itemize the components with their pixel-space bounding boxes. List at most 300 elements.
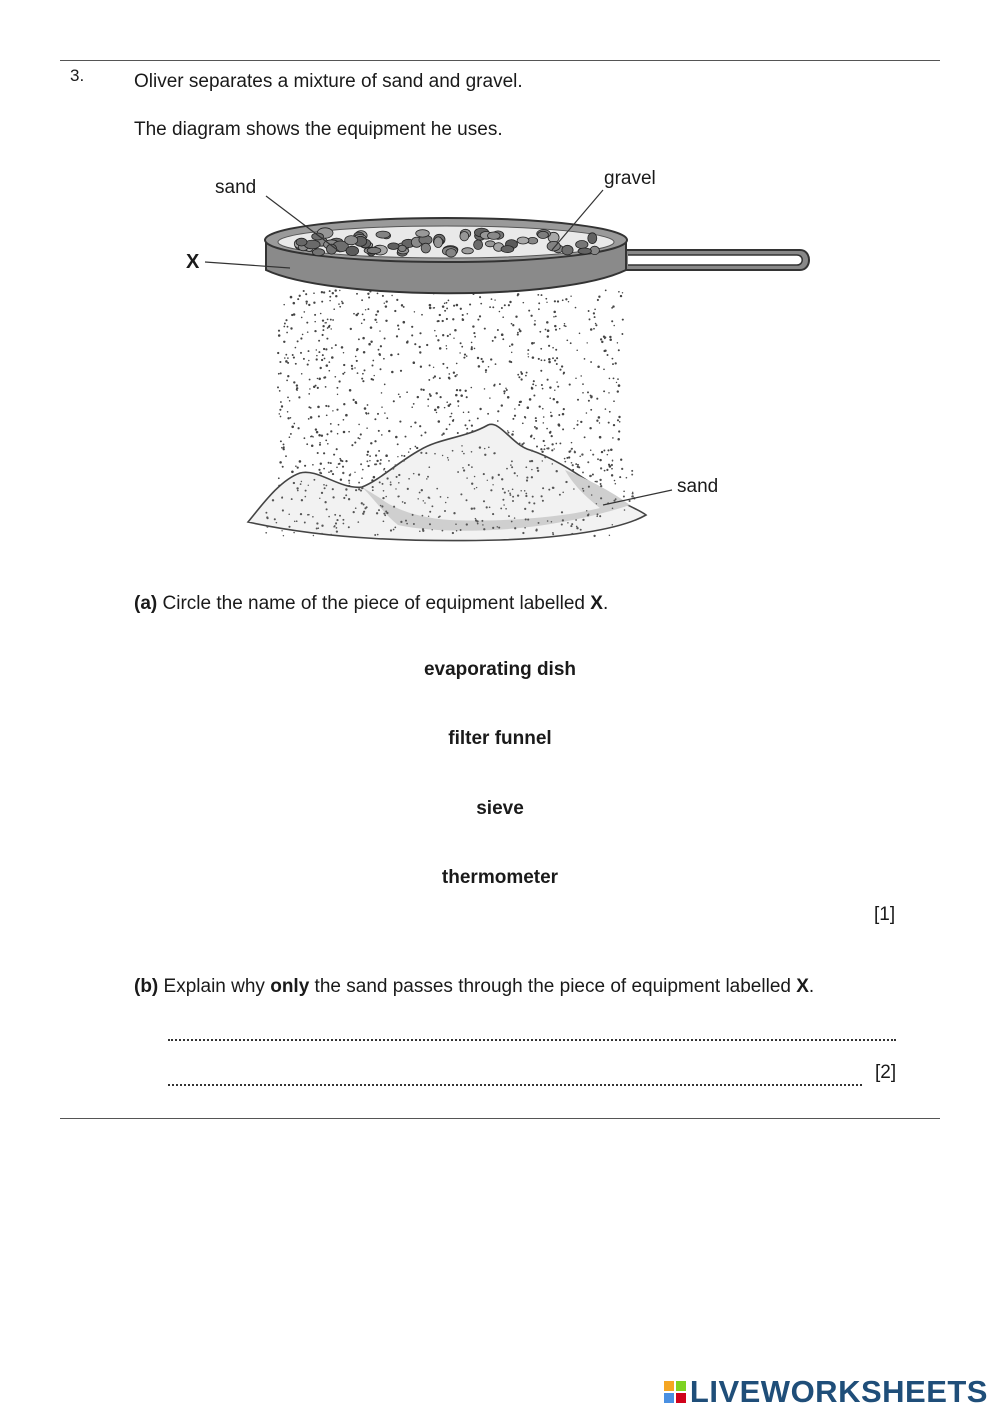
sand-grain [607, 354, 609, 356]
sand-grain [452, 450, 454, 452]
sand-grain [604, 470, 606, 472]
sand-grain [439, 314, 441, 316]
sand-grain [398, 482, 400, 484]
sand-grain [608, 392, 609, 393]
sand-grain [439, 396, 441, 398]
sand-grain [559, 328, 560, 329]
sand-grain [420, 366, 422, 368]
sand-grain [536, 528, 538, 530]
sand-grain [302, 334, 304, 336]
sand-grain [368, 343, 371, 346]
sand-grain [497, 420, 499, 422]
sand-grain [318, 469, 320, 471]
sand-grain [436, 412, 437, 413]
sand-grain [332, 319, 334, 321]
sand-grain [471, 451, 473, 453]
sand-grain [501, 307, 503, 309]
sand-grain [295, 363, 297, 365]
sand-grain [330, 328, 331, 329]
sand-grain [536, 446, 538, 448]
sand-grain [613, 400, 615, 402]
sand-grain [452, 318, 454, 320]
sand-grain [349, 389, 352, 392]
sand-grain [563, 373, 565, 375]
sand-grain [541, 359, 543, 361]
sand-grain [631, 474, 633, 476]
sand-grain [350, 328, 352, 330]
sand-grain [342, 373, 344, 375]
sand-grain [431, 505, 433, 507]
sand-grain [543, 422, 545, 424]
sand-grain [542, 408, 544, 410]
sand-grain [545, 298, 547, 300]
sand-grain [398, 328, 400, 330]
sand-grain [508, 304, 510, 306]
sand-grain [622, 292, 623, 293]
sand-grain [336, 527, 338, 529]
sand-grain [457, 400, 459, 402]
sand-grain [328, 361, 330, 363]
answer-line-2[interactable] [168, 1084, 862, 1086]
sand-grain [330, 462, 332, 464]
sand-grain [525, 518, 527, 520]
sand-grain [525, 493, 527, 495]
gravel-stone [416, 230, 430, 237]
gravel-stone [296, 238, 307, 246]
sand-grain [567, 522, 568, 523]
sand-grain [474, 336, 476, 338]
sand-grain [621, 333, 623, 335]
sand-grain [337, 394, 338, 395]
sand-grain [522, 532, 524, 534]
sand-grain [323, 291, 325, 293]
sand-grain [401, 455, 403, 457]
sand-grain [551, 443, 553, 445]
sand-grain [354, 442, 356, 444]
sand-grain [549, 431, 551, 433]
sand-grain [589, 475, 591, 477]
sand-grain [629, 500, 631, 502]
sand-grain [345, 460, 347, 462]
sand-grain [377, 413, 379, 415]
sand-grain [445, 502, 447, 504]
sand-grain [265, 532, 267, 534]
sand-grain [448, 373, 450, 375]
sand-grain [537, 294, 539, 296]
sand-grain [524, 527, 526, 529]
sand-grain [429, 307, 432, 310]
sand-grain [562, 299, 564, 301]
sand-grain [590, 396, 592, 398]
sand-grain [531, 469, 532, 470]
sand-grain [612, 508, 614, 510]
sand-grain [300, 513, 302, 515]
sand-grain [342, 519, 344, 521]
sand-grain [531, 450, 533, 452]
sand-grain [506, 468, 508, 470]
sand-grain [497, 526, 498, 527]
sand-grain [428, 379, 430, 381]
sand-grain [384, 384, 386, 386]
sand-grain [365, 309, 366, 310]
sand-grain [336, 530, 338, 532]
option-thermometer[interactable]: thermometer [441, 867, 559, 888]
sand-grain [314, 314, 316, 316]
sand-grain [391, 371, 394, 374]
sand-grain [471, 466, 473, 468]
gravel-stone [421, 243, 430, 253]
sand-grain [484, 454, 486, 456]
sand-grain [596, 515, 598, 517]
sand-grain [412, 514, 414, 516]
sand-grain [287, 357, 289, 359]
sand-grain [290, 296, 293, 299]
sand-grain [320, 462, 322, 464]
sand-grain [435, 335, 437, 337]
sand-grain [573, 428, 575, 430]
sand-grain [295, 347, 297, 349]
sand-grain [322, 354, 324, 356]
sand-grain [331, 347, 333, 349]
sand-grain [385, 496, 387, 498]
sand-grain [343, 364, 345, 366]
sand-grain [301, 373, 303, 375]
sand-grain [590, 409, 592, 411]
sand-grain [595, 324, 597, 326]
sand-grain [284, 323, 286, 325]
sand-grain [421, 434, 423, 436]
sand-grain [553, 398, 555, 400]
sand-grain [364, 407, 367, 410]
sand-grain [477, 357, 479, 359]
sand-grain [328, 471, 330, 473]
sand-grain [586, 412, 588, 414]
sand-grain [327, 443, 329, 445]
sand-grain [497, 410, 499, 412]
sand-grain [348, 431, 350, 433]
sand-grain [544, 456, 546, 458]
sand-grain [555, 329, 557, 331]
sand-grain [308, 360, 310, 362]
sand-grain [400, 370, 402, 372]
answer-line-1[interactable] [168, 1039, 896, 1041]
sand-grain [530, 435, 532, 437]
sand-grain [343, 403, 345, 405]
sand-grain [293, 381, 295, 383]
sand-grain [535, 417, 537, 419]
sand-grain [287, 375, 289, 377]
sand-grain [323, 468, 325, 470]
sand-grain [565, 481, 567, 483]
sand-grain [292, 354, 294, 356]
sand-grain [414, 421, 416, 423]
sand-grain [308, 393, 310, 395]
sand-grain [327, 319, 329, 321]
sand-grain [433, 367, 434, 368]
sand-grain [353, 313, 355, 315]
sand-grain [488, 446, 490, 448]
sand-grain [446, 302, 448, 304]
sand-grain [571, 523, 573, 525]
sand-grain [279, 461, 282, 464]
sand-grain [315, 428, 317, 430]
label-sand-bottom: sand [677, 476, 719, 497]
sand-grain [301, 481, 302, 482]
sand-grain [440, 496, 442, 498]
sand-grain [517, 334, 519, 336]
sand-grain [306, 303, 308, 305]
sand-grain [367, 293, 369, 295]
sand-grain [366, 454, 368, 456]
sand-grain [323, 484, 325, 486]
option-sieve[interactable]: sieve [476, 798, 524, 819]
sand-grain [552, 347, 554, 349]
sand-grain [386, 477, 388, 479]
sand-grain [588, 310, 590, 312]
sand-grain [479, 446, 481, 448]
logo-square-icon [664, 1381, 674, 1391]
sand-grain [559, 369, 561, 371]
sand-grain [442, 455, 443, 456]
sand-grain [512, 496, 514, 498]
sand-grain [383, 469, 385, 471]
sand-grain [494, 452, 496, 454]
sand-grain [575, 377, 577, 379]
sand-grain [469, 303, 471, 305]
sand-grain [564, 461, 566, 463]
sand-grain [314, 321, 316, 323]
sand-grain [575, 519, 577, 521]
sand-grain [488, 366, 490, 368]
sand-grain [444, 510, 446, 512]
sand-grain [518, 376, 520, 378]
sand-grain [280, 416, 282, 418]
sand-grain [394, 310, 396, 312]
brand-name: LIVEWORKSHEETS [689, 1374, 988, 1409]
sand-grain [411, 334, 413, 336]
sand-grain [551, 449, 553, 451]
sand-grain [524, 416, 526, 418]
sand-grain [596, 398, 598, 400]
sand-grain [615, 362, 617, 364]
sand-grain [536, 467, 538, 469]
sand-grain [506, 389, 508, 391]
sand-grain [533, 380, 535, 382]
sand-grain [588, 486, 590, 488]
sand-grain [482, 360, 484, 362]
sand-grain [468, 464, 470, 466]
sand-grain [608, 422, 610, 424]
sand-grain [489, 397, 490, 398]
sand-grain [355, 507, 357, 509]
sand-grain [367, 412, 369, 414]
sand-grain [358, 482, 360, 484]
sand-grain [576, 526, 578, 528]
sand-grain [553, 311, 556, 314]
sand-grain [395, 488, 396, 489]
sand-grain [320, 367, 322, 369]
sand-grain [473, 507, 475, 509]
sand-grain [521, 373, 523, 375]
gravel-stone [446, 249, 456, 257]
sand-grain [547, 448, 549, 450]
sand-grain [466, 355, 468, 357]
sand-grain [460, 342, 462, 344]
part-b-marks: [2] [875, 1062, 897, 1083]
sand-grain [420, 452, 422, 454]
sand-grain [436, 488, 438, 490]
sand-grain [461, 346, 463, 348]
sand-grain [539, 331, 541, 333]
sand-grain [527, 406, 530, 409]
sand-grain [383, 358, 385, 360]
sand-grain [339, 290, 340, 291]
sand-grain [449, 416, 450, 417]
sand-grain [326, 414, 328, 416]
sand-grain [484, 328, 486, 330]
sand-grain [356, 360, 358, 362]
sand-grain [345, 488, 347, 490]
sand-grain [310, 416, 313, 419]
sand-grain [388, 430, 390, 432]
sand-grain [532, 356, 535, 359]
sand-grain [588, 400, 590, 402]
sand-grain [335, 289, 337, 291]
sand-grain [618, 430, 620, 432]
sand-grain [308, 304, 310, 306]
sand-grain [502, 316, 504, 318]
sand-grain [278, 373, 280, 375]
sand-grain [384, 514, 386, 516]
sand-grain [514, 408, 515, 409]
sand-grain [534, 323, 536, 325]
sand-grain [552, 532, 554, 534]
sand-grain [480, 303, 482, 305]
sand-grain [295, 465, 297, 467]
sand-grain [460, 308, 462, 310]
sand-grain [404, 502, 406, 504]
sand-grain [476, 487, 477, 488]
gravel-stone [367, 247, 381, 253]
sand-grain [544, 359, 546, 361]
sand-grain [282, 466, 284, 468]
sand-grain [438, 420, 441, 423]
sand-grain [372, 486, 374, 488]
option-evaporating-dish[interactable]: evaporating dish [423, 659, 577, 680]
sand-grain [566, 339, 568, 341]
sand-grain [401, 304, 403, 306]
sand-grain [396, 299, 398, 301]
sand-grain [447, 497, 449, 499]
sand-grain [330, 430, 332, 432]
sand-grain [609, 535, 610, 536]
sand-grain [520, 490, 522, 492]
sand-grain [293, 482, 295, 484]
sand-grain [421, 489, 423, 491]
sand-grain [317, 527, 319, 529]
sand-grain [358, 338, 360, 340]
sand-grain [385, 510, 387, 512]
sand-grain [618, 349, 620, 351]
sand-grain [357, 313, 359, 315]
sand-grain [427, 476, 429, 478]
sand-grain [303, 437, 305, 439]
sand-grain [575, 463, 577, 465]
sand-grain [632, 493, 634, 495]
sand-grain [405, 520, 407, 522]
sand-grain [378, 450, 380, 452]
sand-grain [571, 448, 573, 450]
sand-grain [549, 397, 551, 399]
sand-grain [293, 357, 295, 359]
sand-grain [517, 332, 519, 334]
sand-grain [477, 319, 479, 321]
sand-grain [456, 389, 458, 391]
sand-grain [362, 314, 364, 316]
sand-grain [549, 386, 551, 388]
sand-grain [439, 516, 441, 518]
sand-grain [532, 383, 534, 385]
sand-grain [358, 424, 360, 426]
sand-grain [397, 456, 398, 457]
sand-grain [617, 438, 620, 441]
sand-grain [442, 334, 444, 336]
sand-grain [609, 378, 611, 380]
sand-grain [460, 529, 462, 531]
sand-grain [377, 293, 379, 295]
sand-grain [571, 462, 573, 464]
sand-grain [351, 365, 353, 367]
sand-grain [594, 316, 596, 318]
sand-grain [504, 304, 506, 306]
sand-grain [465, 390, 467, 392]
sand-grain [324, 376, 326, 378]
sand-grain [613, 325, 615, 327]
sand-grain [463, 469, 465, 471]
sand-grain [483, 528, 485, 530]
sand-grain [343, 352, 344, 353]
sand-grain [471, 483, 473, 485]
sand-grain [540, 348, 542, 350]
sand-grain [485, 372, 486, 373]
sand-grain [381, 392, 383, 394]
sand-grain [612, 358, 614, 360]
sand-grain [410, 426, 412, 428]
sand-grain [294, 521, 295, 522]
sand-grain [474, 488, 476, 490]
sand-grain [460, 394, 463, 397]
sand-grain [296, 390, 298, 392]
sand-grain [500, 507, 502, 509]
sand-grain [526, 477, 528, 479]
sand-grain [577, 399, 579, 401]
sand-grain [321, 525, 323, 527]
sand-grain [530, 315, 532, 317]
sand-grain [342, 302, 344, 304]
sand-grain [442, 363, 444, 365]
sand-grain [587, 391, 589, 393]
sand-grain [427, 398, 429, 400]
sand-grain [325, 485, 327, 487]
sand-grain [447, 457, 449, 459]
option-filter-funnel[interactable]: filter funnel [448, 728, 552, 749]
sand-grain [562, 413, 565, 416]
sand-grain [403, 459, 405, 461]
sand-grain [471, 425, 473, 427]
sand-grain [422, 515, 424, 517]
sand-grain [544, 445, 546, 447]
sand-grain [484, 388, 486, 390]
